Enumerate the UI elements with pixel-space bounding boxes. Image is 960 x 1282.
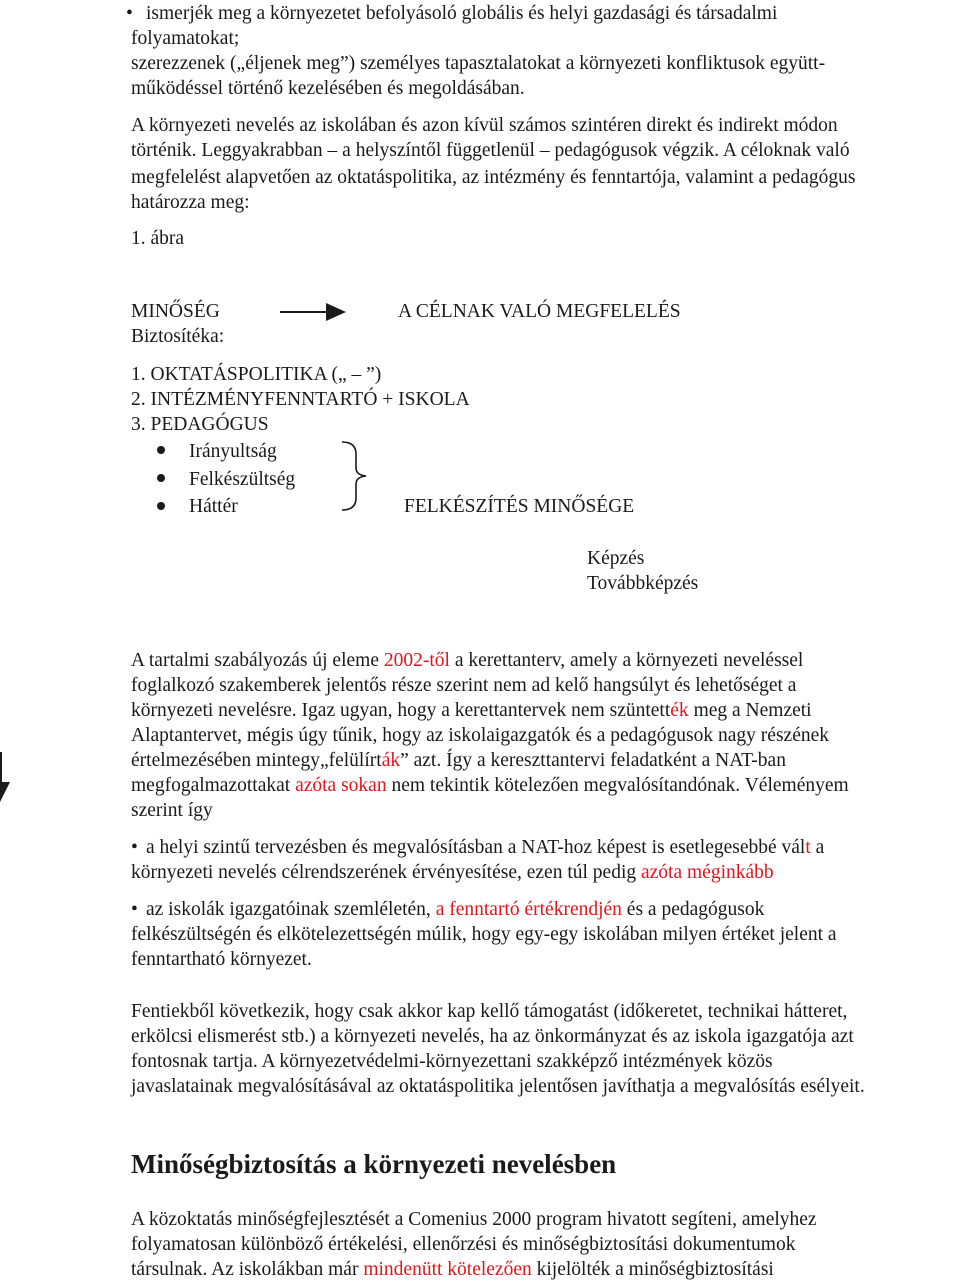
text-line: működéssel történő kezelésében és megoldásában.: [131, 78, 525, 99]
text-line: társulnak. Az iskolákban már mindenütt kötelezően kijelölték a minőségbiztosítási: [131, 1259, 774, 1280]
arrow-right-icon: [326, 303, 346, 321]
text-line: foglalkozó szakemberek jelentős része szerint nem ad kelő hangsúlyt és lehetőséget a: [131, 675, 797, 696]
sub-item: Irányultság: [189, 441, 277, 462]
training-label: Képzés: [587, 548, 645, 569]
text-line: folyamatosan különböző értékelési, ellenőrzési és minőségbiztosítási dokumentumok: [131, 1234, 796, 1255]
list-item: 3. PEDAGÓGUS: [131, 414, 269, 435]
text-line: Fentiekből következik, hogy csak akkor kap kellő támogatást (időkeretet, technikai hátteret,: [131, 1001, 848, 1022]
list-item: 2. INTÉZMÉNYFENNTARTÓ + ISKOLA: [131, 389, 470, 410]
text-line: értelmezésében mintegy„felülírták” azt. Így a kereszttantervi feladatként a NAT-ban: [131, 750, 786, 771]
assurance-label: Biztosítéka:: [131, 326, 225, 347]
sub-item: Felkészültség: [189, 469, 296, 490]
text-line: a helyi szintű tervezésben és megvalósításban a NAT-hoz képest is esetlegesebbé vált a: [146, 837, 825, 858]
bullet-marker: •: [126, 3, 133, 24]
text-line: A közoktatás minőségfejlesztését a Comenius 2000 program hivatott segíteni, amelyhez: [131, 1209, 817, 1230]
further-training-label: Továbbképzés: [587, 573, 699, 594]
text-line: az iskolák igazgatóinak szemléletén, a fenntartó értékrendjén és a pedagógusok: [146, 899, 765, 920]
bullet-marker: •: [131, 899, 138, 920]
text-line: határozza meg:: [131, 192, 250, 213]
text-line: ismerjék meg a környezetet befolyásoló globális és helyi gazdasági és társadalmi: [146, 3, 778, 24]
text-line: szerezzenek („éljenek meg”) személyes tapasztalatokat a környezeti konfliktusok együtt-: [131, 53, 826, 74]
list-item: 1. OKTATÁSPOLITIKA („ – ”): [131, 364, 382, 385]
text-line: környezeti nevelés célrendszerének érvényesítése, ezen túl pedig azóta méginkább: [131, 862, 774, 883]
text-line: történik. Leggyakrabban – a helyszíntől függetlenül – pedagógusok végzik. A céloknak való: [131, 140, 850, 161]
text-line: megfelelést alapvetően az oktatáspolitika, az intézmény és fenntartója, valamint a pedagógus: [131, 167, 856, 188]
text-line: A tartalmi szabályozás új eleme 2002-től a kerettanterv, amely a környezeti neveléssel: [131, 650, 804, 671]
text-line: Alaptantervet, mégis úgy tűnik, hogy az iskolaigazgatók és a pedagógusok nagy részének: [131, 725, 830, 746]
text-line: fontosnak tartja. A környezetvédelmi-környezettani szakképző intézmények közös: [131, 1051, 773, 1072]
section-heading: Minőségbiztosítás a környezeti nevelésben: [131, 1149, 617, 1179]
figure-label: 1. ábra: [131, 228, 185, 249]
text-line: javaslatainak megvalósításával az oktatáspolitika jelentősen javíthatja a megvalósítás esélyeit.: [131, 1076, 865, 1097]
bullet-dot: [157, 502, 165, 510]
text-line: erkölcsi elismerést stb.) a környezeti nevelés, ha az önkormányzat és az iskola igazgatója azt: [131, 1026, 854, 1047]
text-line: megfogalmazottakat azóta sokan nem tekintik kötelezően megvalósítandónak. Véleményem: [131, 775, 849, 796]
prep-quality-label: FELKÉSZÍTÉS MINŐSÉGE: [404, 496, 635, 517]
bullet-dot: [157, 474, 165, 482]
text-line: folyamatokat;: [131, 28, 240, 49]
curly-brace-icon: [338, 440, 370, 512]
text-line: A környezeti nevelés az iskolában és azon kívül számos szintéren direkt és indirekt módon: [131, 115, 838, 136]
bullet-marker: •: [131, 837, 138, 858]
text-line: felkészültségén és elkötelezettségén múlik, hogy egy-egy iskolában milyen értéket jelent a: [131, 924, 837, 945]
quality-label: MINŐSÉG: [131, 301, 220, 322]
text-line: fenntartható környezet.: [131, 949, 312, 970]
text-line: szerint így: [131, 800, 213, 821]
arrow-line: [280, 311, 330, 313]
down-arrow-icon: [0, 752, 10, 804]
sub-item: Háttér: [189, 496, 238, 517]
bullet-dot: [157, 446, 165, 454]
goal-label: A CÉLNAK VALÓ MEGFELELÉS: [398, 301, 681, 322]
text-line: környezeti nevelésre. Igaz ugyan, hogy a kerettantervek nem szüntették meg a Nemzeti: [131, 700, 812, 721]
